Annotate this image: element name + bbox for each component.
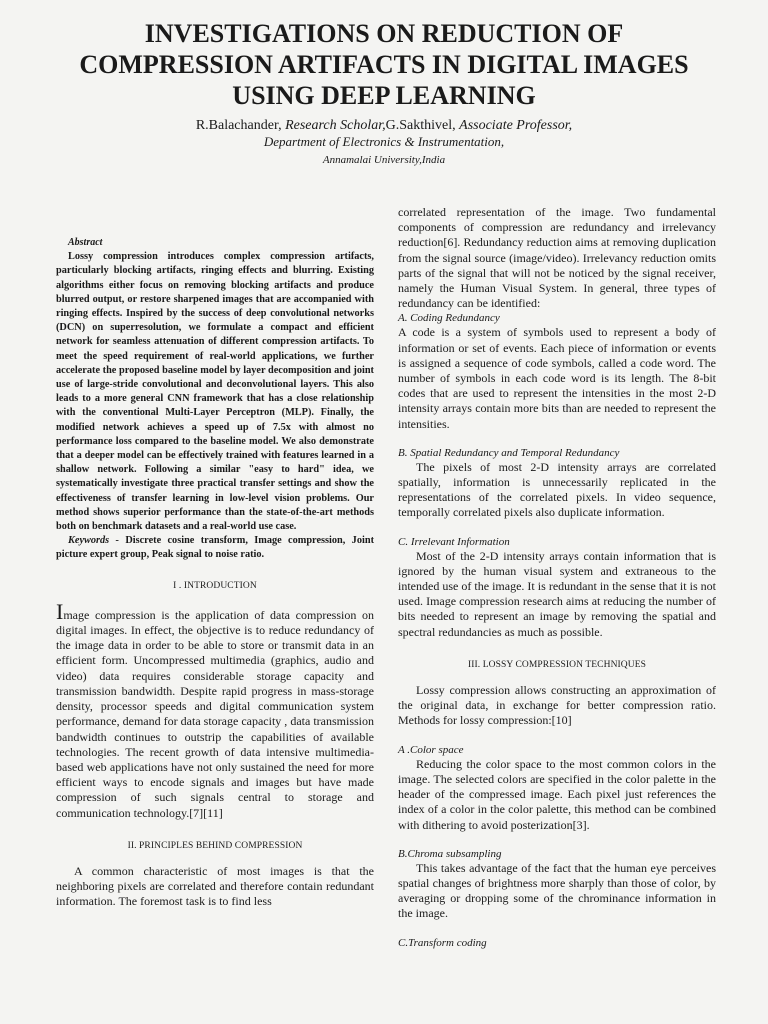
spacer <box>398 729 716 743</box>
coding-redundancy-heading: A. Coding Redundancy <box>398 312 500 325</box>
body-columns <box>56 205 716 950</box>
keywords-label: Keywords - <box>68 535 126 547</box>
keywords <box>56 534 374 562</box>
spatial-redundancy-heading: B. Spatial Redundancy and Temporal Redundancy <box>398 446 620 459</box>
principles-paragraph: A common characteristic of most images is that the neighboring pixels are correlated and therefore contain redundant information. The foremost task is to find less <box>56 863 374 909</box>
right-column <box>398 205 716 950</box>
department: Department of Electronics & Instrumentation, <box>263 134 505 149</box>
keywords-text: Discrete cosine transform, Image compression, Joint picture expert group, Peak signal to noise ratio. <box>56 535 374 561</box>
author2-role: Associate Professor, <box>459 118 573 133</box>
spacer <box>398 833 716 847</box>
paper-title: INVESTIGATIONS ON REDUCTION OF COMPRESSION ARTIFACTS IN DIGITAL IMAGES USING DEEP LEARNING <box>79 19 689 110</box>
lossy-paragraph: Lossy compression allows constructing an approximation of the original data, in exchange for better compression ratio. Methods for lossy compression:[10] <box>398 683 716 728</box>
abstract <box>56 236 374 563</box>
paper-header <box>0 0 768 168</box>
university: Annamalai University,India <box>322 154 446 166</box>
abstract-heading: Abstract <box>68 237 103 248</box>
author1-role: Research Scholar, <box>285 118 386 133</box>
irrelevant-info-paragraph: Most of the 2-D intensity arrays contain information that is ignored by the human visual system and extraneous to the intended use of the image. It is redundant in the sense that it is not used. Image compression research aims at reducing the number of bits needed to represent an image by removing the spatial and spectral redundancies as much as possible. <box>398 548 716 639</box>
lossy-heading: III. LOSSY COMPRESSION TECHNIQUES <box>467 659 646 670</box>
irrelevant-info-heading: C. Irrelevant Information <box>398 535 510 548</box>
spacer <box>398 432 716 446</box>
coding-redundancy-paragraph: A code is a system of symbols used to represent a body of information or set of events. Each piece of information or events is assigned a sequence of code symbols, called a code word. The number of symbols in each code word is its length. The 8-bit codes that are used to represent the intensities in the most 2-D intensity arrays contain more bits than are needed to represent the intensities. <box>398 325 716 431</box>
transform-coding-heading: C.Transform coding <box>398 936 487 949</box>
chroma-paragraph: This takes advantage of the fact that the human eye perceives spatial changes of brightness more sharply than those of color, by averaging or dropping some of the chrominance information in the image. <box>398 860 716 921</box>
spacer <box>398 922 716 936</box>
color-space-heading: A .Color space <box>398 743 464 756</box>
color-space-paragraph: Reducing the color space to the most common colors in the image. The selected colors are specified in the color palette in the header of the compressed image. Each pixel just references the index of a color in the color palette, this method can be combined with dithering to avoid posterization[3]. <box>398 756 716 832</box>
spatial-redundancy-paragraph: The pixels of most 2-D intensity arrays are correlated spatially, information is unnecessarily replicated in the representations of the correlated pixels. In video sequence, temporally correlated pixels also duplicate information. <box>398 459 716 520</box>
abstract-text: Lossy compression introduces complex compression artifacts, particularly blocking artifacts, ringing effects and blurring. Existing algorithms either focus on removing blocking artifacts and produce blurred output, or restore sharpened images that are accompanied with ringing effects. Inspired by the success of deep convolutional networks (DCN) on superresolution, we formulate a compact and efficient network for seamless attenuation of different compression artifacts. To meet the speed requirement of real-world applications, we further accelerate the proposed baseline model by layer decomposition and joint use of large-stride convolutional and deconvolutional layers. This also leads to a more general CNN framework that has a close relationship with the conventional Multi-Layer Perceptron (MLP). Finally, the modified network achieves a speed up of 7.5x with almost no performance loss compared to the baseline model. We also demonstrate that a deeper model can be effectively trained with features learned in a shallow network. Following a similar "easy to hard" idea, we systematically investigate three practical transfer settings and show the effectiveness of transfer learning in low-level vision problems. Our method shows superior performance than the state-of-the-art methods both on benchmark datasets and a real-world use case. <box>56 251 374 533</box>
intro-text: mage compression is the application of data compression on digital images. In effect, the objective is to reduce redundancy of the image data in order to be able to store or transmit data in an efficient form. Uncompressed multimedia (graphics, audio and video) data requires considerable storage capacity and transmission bandwidth. Despite rapid progress in mass-storage density, processor speeds and digital communication system performance, demand for data storage capacity , data transmission bandwidth continues to outstrip the capabilities of available technologies. The recent growth of data intensive multimedia-based web applications have not only sustained the need for more efficient ways to encode signals and images but have made compression of such signals central to storage and communication technology.[7][11] <box>56 607 374 820</box>
principles-heading: II. PRINCIPLES BEHIND COMPRESSION <box>127 840 303 851</box>
author-line: R.Balachander, Research Scholar,G.Sakthivel, Associate Professor, <box>195 118 573 133</box>
chroma-heading: B.Chroma subsampling <box>398 847 502 860</box>
right-intro-paragraph: correlated representation of the image. Two fundamental components of compression are redundancy and irrelevancy reduction[6]. Redundancy reduction aims at removing duplication from the signal source (image/video). Irrelevancy reduction omits parts of the signal that will not be noticed by the signal receiver, namely the Human Visual System. In general, three types of redundancy can be identified: <box>398 205 716 311</box>
author2-name: G.Sakthivel <box>385 118 453 133</box>
author1-name: R.Balachander <box>195 118 279 133</box>
intro-heading: I . INTRODUCTION <box>173 580 257 591</box>
spacer <box>398 521 716 535</box>
left-column <box>56 205 374 950</box>
intro-paragraph <box>56 598 374 821</box>
intro-dropcap: I <box>56 598 64 624</box>
